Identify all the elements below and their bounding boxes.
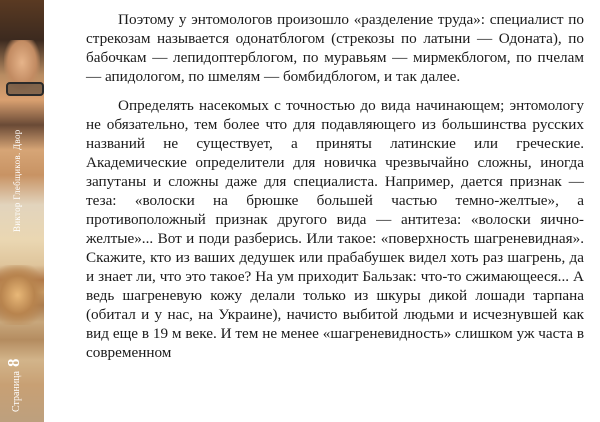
- glasses-detail: [6, 82, 44, 96]
- paragraph: Поэтому у энтомологов произошло «разделение труда»: специалист по стрекозам называется одонатблогом (стрекозы по латыни — Одоната), по бабочкам — лепидоптерблогом, по муравьям — мирмекблогом, по пчелам — апидологом, по шмелям — бомбидблогом, и так далее.: [86, 11, 584, 85]
- paragraph: Определять насекомых с точностью до вида начинающем; энтомологу не обязательно, тем более что для подавляющего из большинства русских названий не существует, а приняты латинские или греческие. Академические определители для новичка чрезвычайно сложны, иногда запутаны и сложны даже для специалиста. Например, дается признак — теза: «волоски на брюшке большей частью темно-желтые», а противоположный признак другого вида — антитеза: «волоски яично-желтые»... Вот и поди разберись. Или такое: «поверхность шагреневидная». Скажите, кто из ваших дедушек или прабабушек видел хоть раз шагрень, да и знает ли, что это такое? На ум приходит Бальзак: что-то сжимающееся... А ведь шагреневую кожу делали только из шкуры дикой лошади тарпана (обитал и у нас, на Украине), начисто выбитой людьми и исчезнувшей как вид еще в 19 м веке. И тем не менее «шагреневидность» слишком уж часта в современном: [86, 97, 584, 361]
- page-word: Страница: [11, 371, 22, 412]
- cat-photo: [0, 265, 44, 325]
- article-body: [86, 10, 584, 362]
- page-label: [4, 359, 24, 412]
- photo-credit: Виктор Глебщиков. Двор: [12, 129, 22, 232]
- page-number: 8: [4, 358, 23, 368]
